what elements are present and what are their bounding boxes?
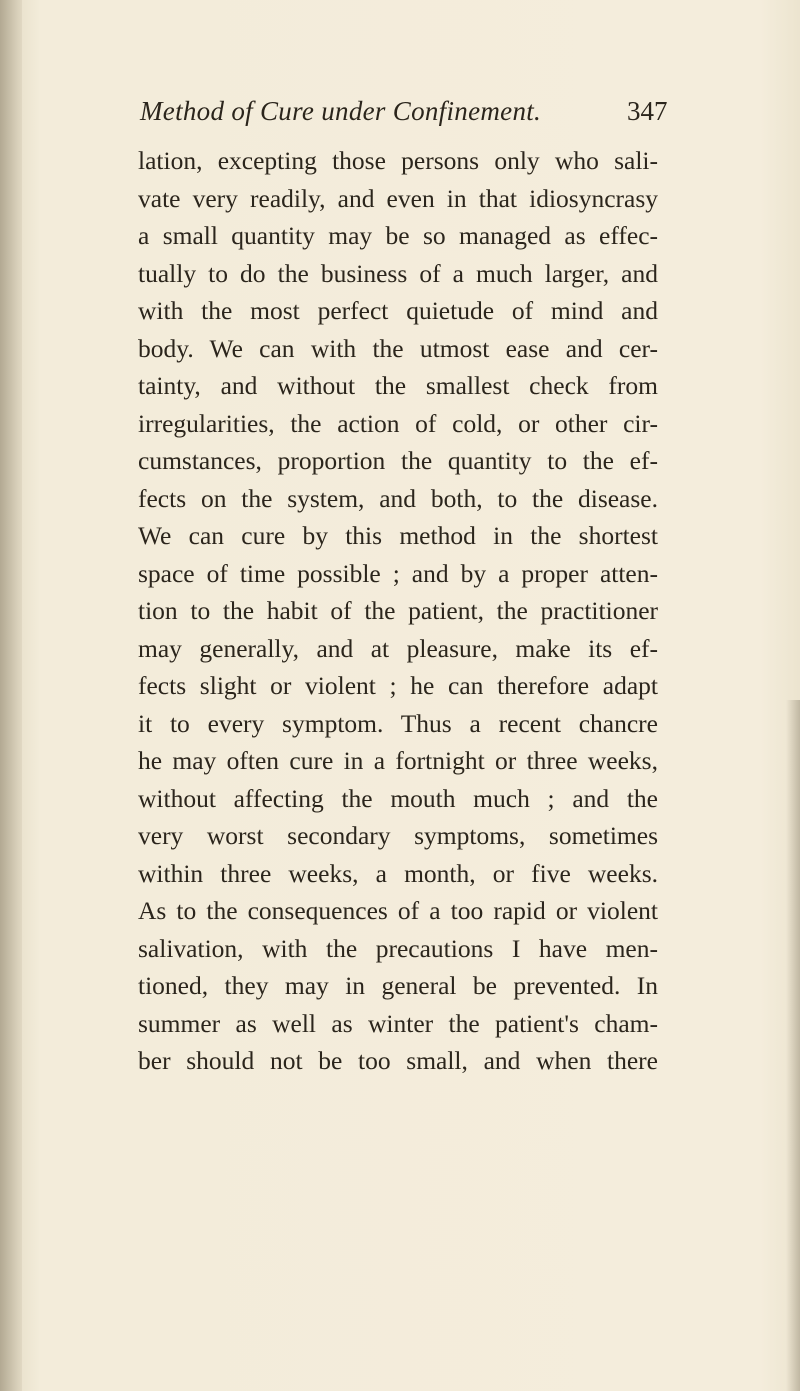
text-line: tainty, and without the smallest check from	[138, 371, 658, 400]
text-line: a small quantity may be so managed as effec-	[138, 221, 658, 250]
text-line: may generally, and at pleasure, make its ef-	[138, 633, 658, 663]
text-line: tually to do the business of a much larger, and	[138, 258, 658, 288]
text-line: As to the consequences of a too rapid or violent	[138, 896, 658, 925]
body-text	[138, 142, 658, 1080]
page-number: 347	[627, 96, 668, 126]
text-line: it to every symptom. Thus a recent chancre	[138, 708, 658, 738]
text-line: tion to the habit of the patient, the practitioner	[138, 596, 658, 625]
text-line: vate very readily, and even in that idiosyncrasy	[138, 183, 658, 213]
text-line: salivation, with the precautions I have men-	[138, 933, 658, 963]
text-line: body. We can with the utmost ease and cer-	[138, 333, 658, 363]
text-line: without affecting the mouth much ; and the	[138, 783, 658, 813]
text-line: with the most perfect quietude of mind and	[138, 296, 658, 325]
text-line: very worst secondary symptoms, sometimes	[138, 821, 658, 850]
text-line: cumstances, proportion the quantity to the ef-	[138, 446, 658, 475]
page-gutter-shadow	[0, 0, 22, 1391]
text-line: We can cure by this method in the shortest	[138, 521, 658, 550]
text-line: lation, excepting those persons only who sali-	[138, 146, 658, 175]
text-line: within three weeks, a month, or five weeks.	[138, 858, 658, 888]
text-line: space of time possible ; and by a proper atten-	[138, 558, 658, 588]
running-head: Method of Cure under Confinement.	[140, 96, 542, 126]
page-header	[0, 96, 800, 136]
text-line: fects slight or violent ; he can therefore adapt	[138, 671, 658, 700]
text-line: ber should not be too small, and when there	[138, 1046, 658, 1075]
text-line: fects on the system, and both, to the disease.	[138, 483, 658, 513]
text-line: irregularities, the action of cold, or other cir-	[138, 408, 658, 438]
page-edge-shadow	[786, 700, 800, 1391]
text-line: summer as well as winter the patient's cham-	[138, 1008, 658, 1038]
text-line: tioned, they may in general be prevented. In	[138, 971, 658, 1000]
text-line: he may often cure in a fortnight or three weeks,	[138, 746, 658, 775]
